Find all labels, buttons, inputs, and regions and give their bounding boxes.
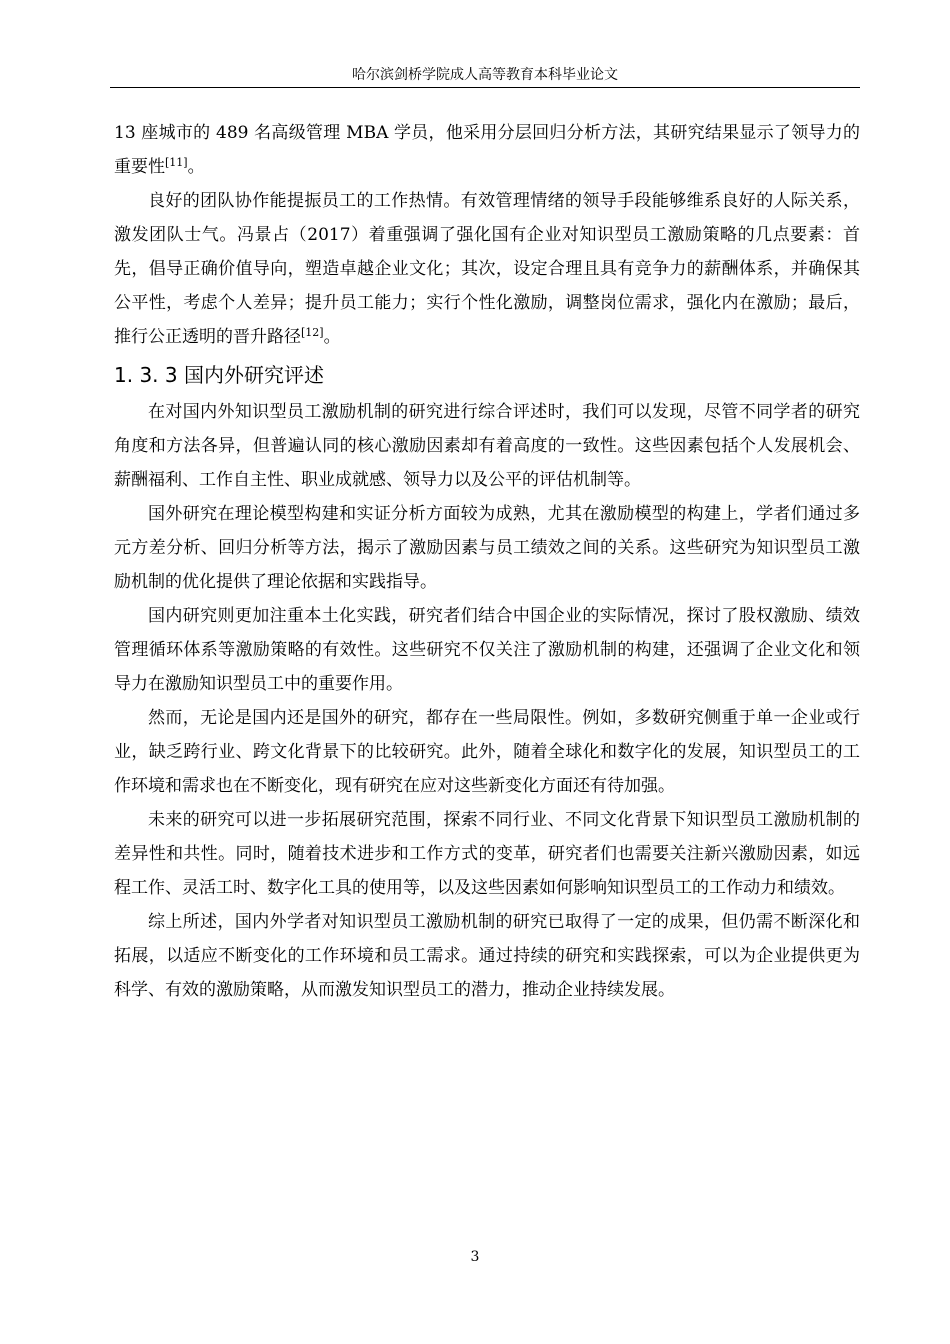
paragraph-end: 。 (323, 327, 341, 347)
paragraph: 然而，无论是国内还是国外的研究，都存在一些局限性。例如，多数研究侧重于单一企业或行业，缺乏跨行业、跨文化背景下的比较研究。此外，随着全球化和数字化的发展，知识型员工的工作环境和需求也在不断变化，现有研究在应对这些新变化方面还有待加强。 (114, 708, 860, 796)
page-number: 3 (470, 1249, 480, 1265)
paragraph: 未来的研究可以进一步拓展研究范围，探索不同行业、不同文化背景下知识型员工激励机制的差异性和共性。同时，随着技术进步和工作方式的变革，研究者们也需要关注新兴激励因素，如远程工作、灵活工时、数字化工具的使用等，以及这些因素如何影响知识型员工的工作动力和绩效。 (114, 810, 860, 898)
paragraph-continued (114, 116, 860, 184)
paragraph (114, 184, 860, 354)
paragraph: 国外研究在理论模型构建和实证分析方面较为成熟，尤其在激励模型的构建上，学者们通过多元方差分析、回归分析等方法，揭示了激励因素与员工绩效之间的关系。这些研究为知识型员工激励机制的优化提供了理论依据和实践指导。 (114, 504, 860, 592)
citation-ref: [11] (165, 156, 188, 169)
paragraph: 在对国内外知识型员工激励机制的研究进行综合评述时，我们可以发现，尽管不同学者的研究角度和方法各异，但普遍认同的核心激励因素却有着高度的一致性。这些因素包括个人发展机会、薪酬福利、工作自主性、职业成就感、领导力以及公平的评估机制等。 (114, 402, 860, 490)
citation-ref: [12] (301, 326, 324, 339)
section-heading (114, 358, 860, 392)
section-title: 国内外研究评述 (183, 363, 324, 387)
page-body (114, 116, 860, 1007)
paragraph: 综上所述，国内外学者对知识型员工激励机制的研究已取得了一定的成果，但仍需不断深化和拓展，以适应不断变化的工作环境和员工需求。通过持续的研究和实践探索，可以为企业提供更为科学、有效的激励策略，从而激发知识型员工的潜力，推动企业持续发展。 (114, 912, 860, 1000)
section-number: 1. 3. 3 (114, 363, 178, 387)
paragraph-end: 。 (187, 157, 205, 177)
header-divider (110, 87, 860, 88)
running-header: 哈尔滨剑桥学院成人高等教育本科毕业论文 (352, 67, 618, 83)
paragraph-text: 良好的团队协作能提振员工的工作热情。有效管理情绪的领导手段能够维系良好的人际关系，激发团队士气。冯景占（2017）着重强调了强化国有企业对知识型员工激励策略的几点要素：首先，倡导正确价值导向，塑造卓越企业文化；其次，设定合理且具有竞争力的薪酬体系，并确保其公平性，考虑个人差异；提升员工能力；实行个性化激励，调整岗位需求，强化内在激励；最后，推行公正透明的晋升路径 (114, 191, 860, 347)
paragraph-text: 13 座城市的 489 名高级管理 MBA 学员，他采用分层回归分析方法，其研究结果显示了领导力的重要性 (114, 123, 860, 177)
paragraph: 国内研究则更加注重本土化实践，研究者们结合中国企业的实际情况，探讨了股权激励、绩效管理循环体系等激励策略的有效性。这些研究不仅关注了激励机制的构建，还强调了企业文化和领导力在激励知识型员工中的重要作用。 (114, 606, 860, 694)
